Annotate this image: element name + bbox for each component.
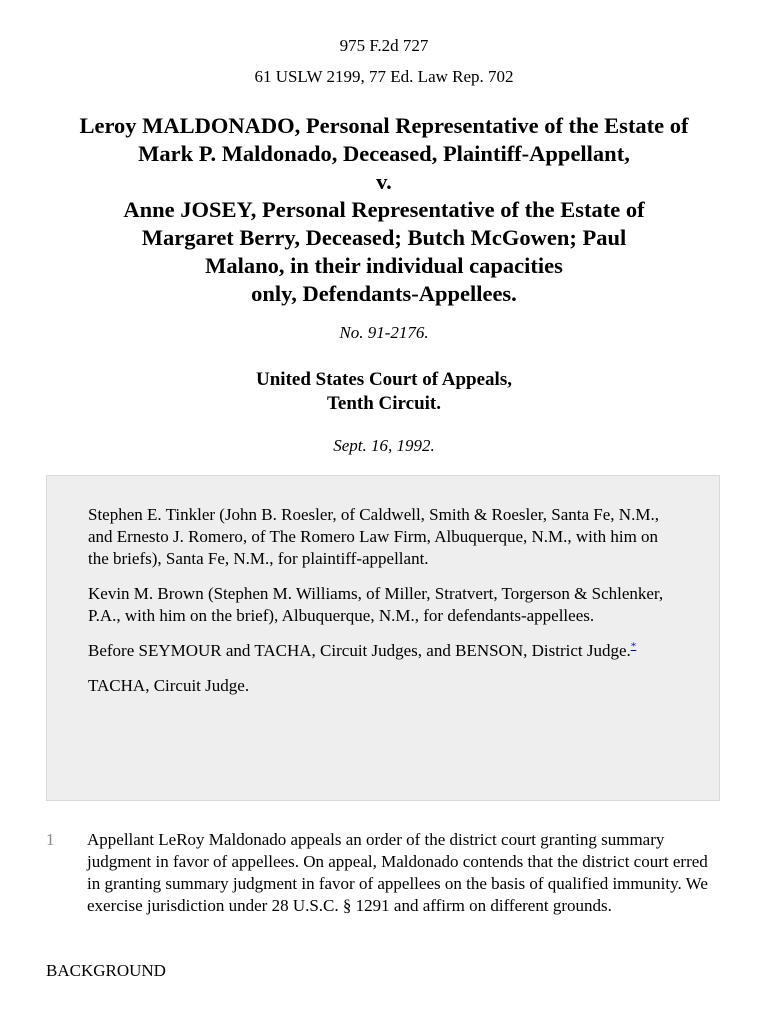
section-heading: BACKGROUND — [46, 961, 166, 980]
reporter-citation: 975 F.2d 727 — [339, 36, 429, 55]
caption-line: Mark P. Maldonado, Deceased, Plaintiff-Appellant, — [138, 141, 630, 166]
paragraph-number: 1 — [46, 830, 55, 849]
appellant-counsel: Stephen E. Tinkler (John B. Roesler, of Caldwell, Smith & Roesler, Santa Fe, N.M., and Ernesto J. Romero, of The Romero Law Firm, Albuquerque, N.M., with him on the briefs), Santa Fe, N.M., for plaintiff-appellant. — [88, 505, 659, 568]
parallel-citation: 61 USLW 2199, 77 Ed. Law Rep. 702 — [254, 67, 514, 86]
case-caption — [30, 112, 738, 308]
caption-line: Leroy MALDONADO, Personal Representative of the Estate of — [79, 113, 689, 138]
counsel-panel — [46, 475, 720, 801]
caption-line: only, Defendants-Appellees. — [251, 281, 517, 306]
docket-number: No. 91-2176. — [339, 323, 429, 342]
panel-judges-text: Before SEYMOUR and TACHA, Circuit Judges, and BENSON, District Judge. — [88, 641, 631, 660]
court-name-line: United States Court of Appeals, — [256, 369, 512, 390]
caption-line: Malano, in their individual capacities — [205, 253, 563, 278]
footnote-link[interactable]: * — [630, 640, 637, 653]
court-circuit-line: Tenth Circuit. — [326, 393, 442, 414]
panel-judges — [88, 640, 679, 662]
caption-line: Margaret Berry, Deceased; Butch McGowen; Paul — [141, 225, 627, 250]
decision-date: Sept. 16, 1992. — [333, 436, 435, 455]
appellee-counsel: Kevin M. Brown (Stephen M. Williams, of Miller, Stratvert, Torgerson & Schlenker, P.A., with him on the brief), Albuquerque, N.M., for defendants-appellees. — [88, 584, 664, 625]
court-name — [0, 368, 768, 416]
opinion-author: TACHA, Circuit Judge. — [88, 676, 250, 695]
caption-line: Anne JOSEY, Personal Representative of the Estate of — [123, 197, 645, 222]
paragraph-text: Appellant LeRoy Maldonado appeals an order of the district court granting summary judgment in favor of appellees. On appeal, Maldonado contends that the district court erred in granting summary judgment in favor of appellees on the basis of qualified immunity. We exercise jurisdiction under 28 U.S.C. § 1291 and affirm on different grounds. — [87, 830, 708, 915]
caption-line: v. — [376, 169, 392, 194]
